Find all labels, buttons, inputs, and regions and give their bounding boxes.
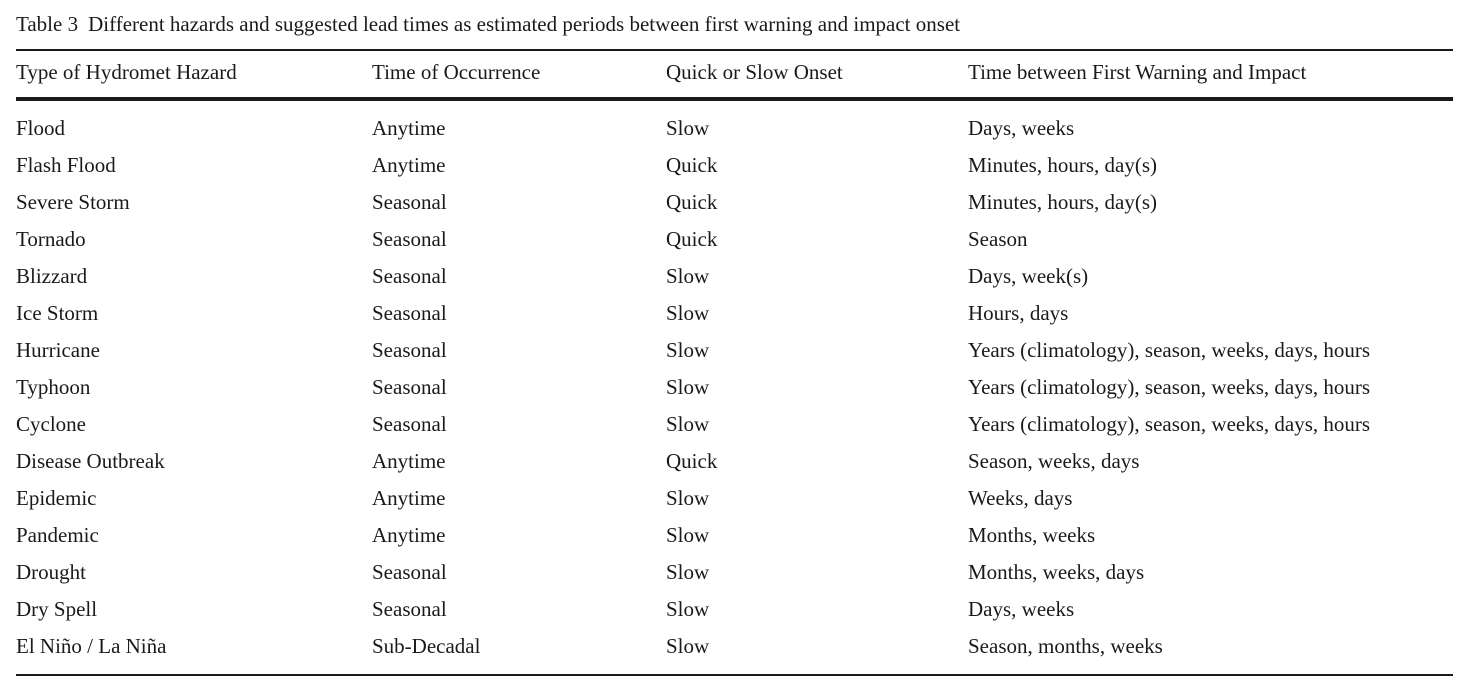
cell-onset: Slow bbox=[666, 634, 710, 658]
table-header-rule bbox=[16, 97, 1453, 101]
table-row bbox=[0, 147, 1476, 184]
cell-warning-time: Years (climatology), season, weeks, days, hours bbox=[968, 375, 1371, 399]
cell-warning-time: Years (climatology), season, weeks, days, hours bbox=[968, 338, 1371, 362]
cell-hazard: Cyclone bbox=[16, 412, 86, 436]
cell-hazard: Typhoon bbox=[16, 375, 91, 399]
cell-hazard: Hurricane bbox=[16, 338, 100, 362]
cell-warning-time: Weeks, days bbox=[968, 486, 1073, 510]
cell-onset: Slow bbox=[666, 523, 710, 547]
cell-warning-time: Minutes, hours, day(s) bbox=[968, 153, 1157, 177]
table-row bbox=[0, 184, 1476, 221]
cell-occurrence: Anytime bbox=[372, 449, 446, 473]
cell-hazard: Disease Outbreak bbox=[16, 449, 165, 473]
cell-occurrence: Seasonal bbox=[372, 190, 447, 214]
cell-occurrence: Seasonal bbox=[372, 264, 447, 288]
cell-onset: Quick bbox=[666, 190, 718, 214]
cell-warning-time: Days, weeks bbox=[968, 116, 1075, 140]
table-row bbox=[0, 517, 1476, 554]
cell-warning-time: Hours, days bbox=[968, 301, 1069, 325]
cell-hazard: Severe Storm bbox=[16, 190, 130, 214]
cell-onset: Slow bbox=[666, 301, 710, 325]
table-row bbox=[0, 628, 1476, 665]
table-row bbox=[0, 554, 1476, 591]
table-top-rule bbox=[16, 49, 1453, 51]
table-label: Table 3 bbox=[16, 12, 79, 36]
cell-onset: Slow bbox=[666, 116, 710, 140]
cell-onset: Slow bbox=[666, 412, 710, 436]
header-time-of-occurrence: Time of Occurrence bbox=[372, 60, 541, 84]
table-row bbox=[0, 591, 1476, 628]
cell-onset: Slow bbox=[666, 560, 710, 584]
cell-occurrence: Seasonal bbox=[372, 560, 447, 584]
cell-occurrence: Sub-Decadal bbox=[372, 634, 481, 658]
table-caption-text: Different hazards and suggested lead times as estimated periods between first warning and impact onset bbox=[88, 12, 961, 36]
cell-occurrence: Seasonal bbox=[372, 597, 447, 621]
cell-onset: Slow bbox=[666, 264, 710, 288]
cell-onset: Slow bbox=[666, 597, 710, 621]
table-header-row bbox=[0, 58, 1476, 86]
cell-occurrence: Anytime bbox=[372, 486, 446, 510]
cell-hazard: Blizzard bbox=[16, 264, 88, 288]
cell-warning-time: Months, weeks, days bbox=[968, 560, 1145, 584]
cell-hazard: Pandemic bbox=[16, 523, 99, 547]
cell-onset: Quick bbox=[666, 449, 718, 473]
header-onset: Quick or Slow Onset bbox=[666, 60, 843, 84]
cell-hazard: Flood bbox=[16, 116, 66, 140]
table-row bbox=[0, 406, 1476, 443]
cell-hazard: Dry Spell bbox=[16, 597, 98, 621]
cell-warning-time: Years (climatology), season, weeks, days, hours bbox=[968, 412, 1371, 436]
cell-occurrence: Seasonal bbox=[372, 412, 447, 436]
cell-hazard: El Niño / La Niña bbox=[16, 634, 167, 658]
cell-warning-time: Days, week(s) bbox=[968, 264, 1089, 288]
cell-warning-time: Season, months, weeks bbox=[968, 634, 1163, 658]
cell-onset: Quick bbox=[666, 153, 718, 177]
table-row bbox=[0, 332, 1476, 369]
cell-occurrence: Seasonal bbox=[372, 301, 447, 325]
table-row bbox=[0, 221, 1476, 258]
cell-hazard: Flash Flood bbox=[16, 153, 116, 177]
cell-warning-time: Season, weeks, days bbox=[968, 449, 1140, 473]
table-row bbox=[0, 443, 1476, 480]
cell-occurrence: Seasonal bbox=[372, 338, 447, 362]
cell-warning-time: Minutes, hours, day(s) bbox=[968, 190, 1157, 214]
table-row bbox=[0, 110, 1476, 147]
cell-occurrence: Anytime bbox=[372, 116, 446, 140]
cell-onset: Slow bbox=[666, 338, 710, 362]
cell-onset: Slow bbox=[666, 375, 710, 399]
cell-warning-time: Months, weeks bbox=[968, 523, 1096, 547]
cell-occurrence: Anytime bbox=[372, 153, 446, 177]
cell-occurrence: Seasonal bbox=[372, 375, 447, 399]
table-bottom-rule bbox=[16, 674, 1453, 676]
cell-hazard: Drought bbox=[16, 560, 86, 584]
table-row bbox=[0, 258, 1476, 295]
table-row bbox=[0, 480, 1476, 517]
cell-hazard: Tornado bbox=[16, 227, 86, 251]
header-hazard-type: Type of Hydromet Hazard bbox=[16, 60, 237, 84]
cell-occurrence: Anytime bbox=[372, 523, 446, 547]
header-warning-time: Time between First Warning and Impact bbox=[968, 60, 1307, 84]
cell-warning-time: Days, weeks bbox=[968, 597, 1075, 621]
cell-hazard: Ice Storm bbox=[16, 301, 99, 325]
cell-hazard: Epidemic bbox=[16, 486, 97, 510]
cell-onset: Slow bbox=[666, 486, 710, 510]
cell-onset: Quick bbox=[666, 227, 718, 251]
cell-occurrence: Seasonal bbox=[372, 227, 447, 251]
cell-warning-time: Season bbox=[968, 227, 1028, 251]
table-caption bbox=[16, 11, 960, 37]
table-row bbox=[0, 369, 1476, 406]
table-row bbox=[0, 295, 1476, 332]
table-body bbox=[0, 110, 1476, 665]
